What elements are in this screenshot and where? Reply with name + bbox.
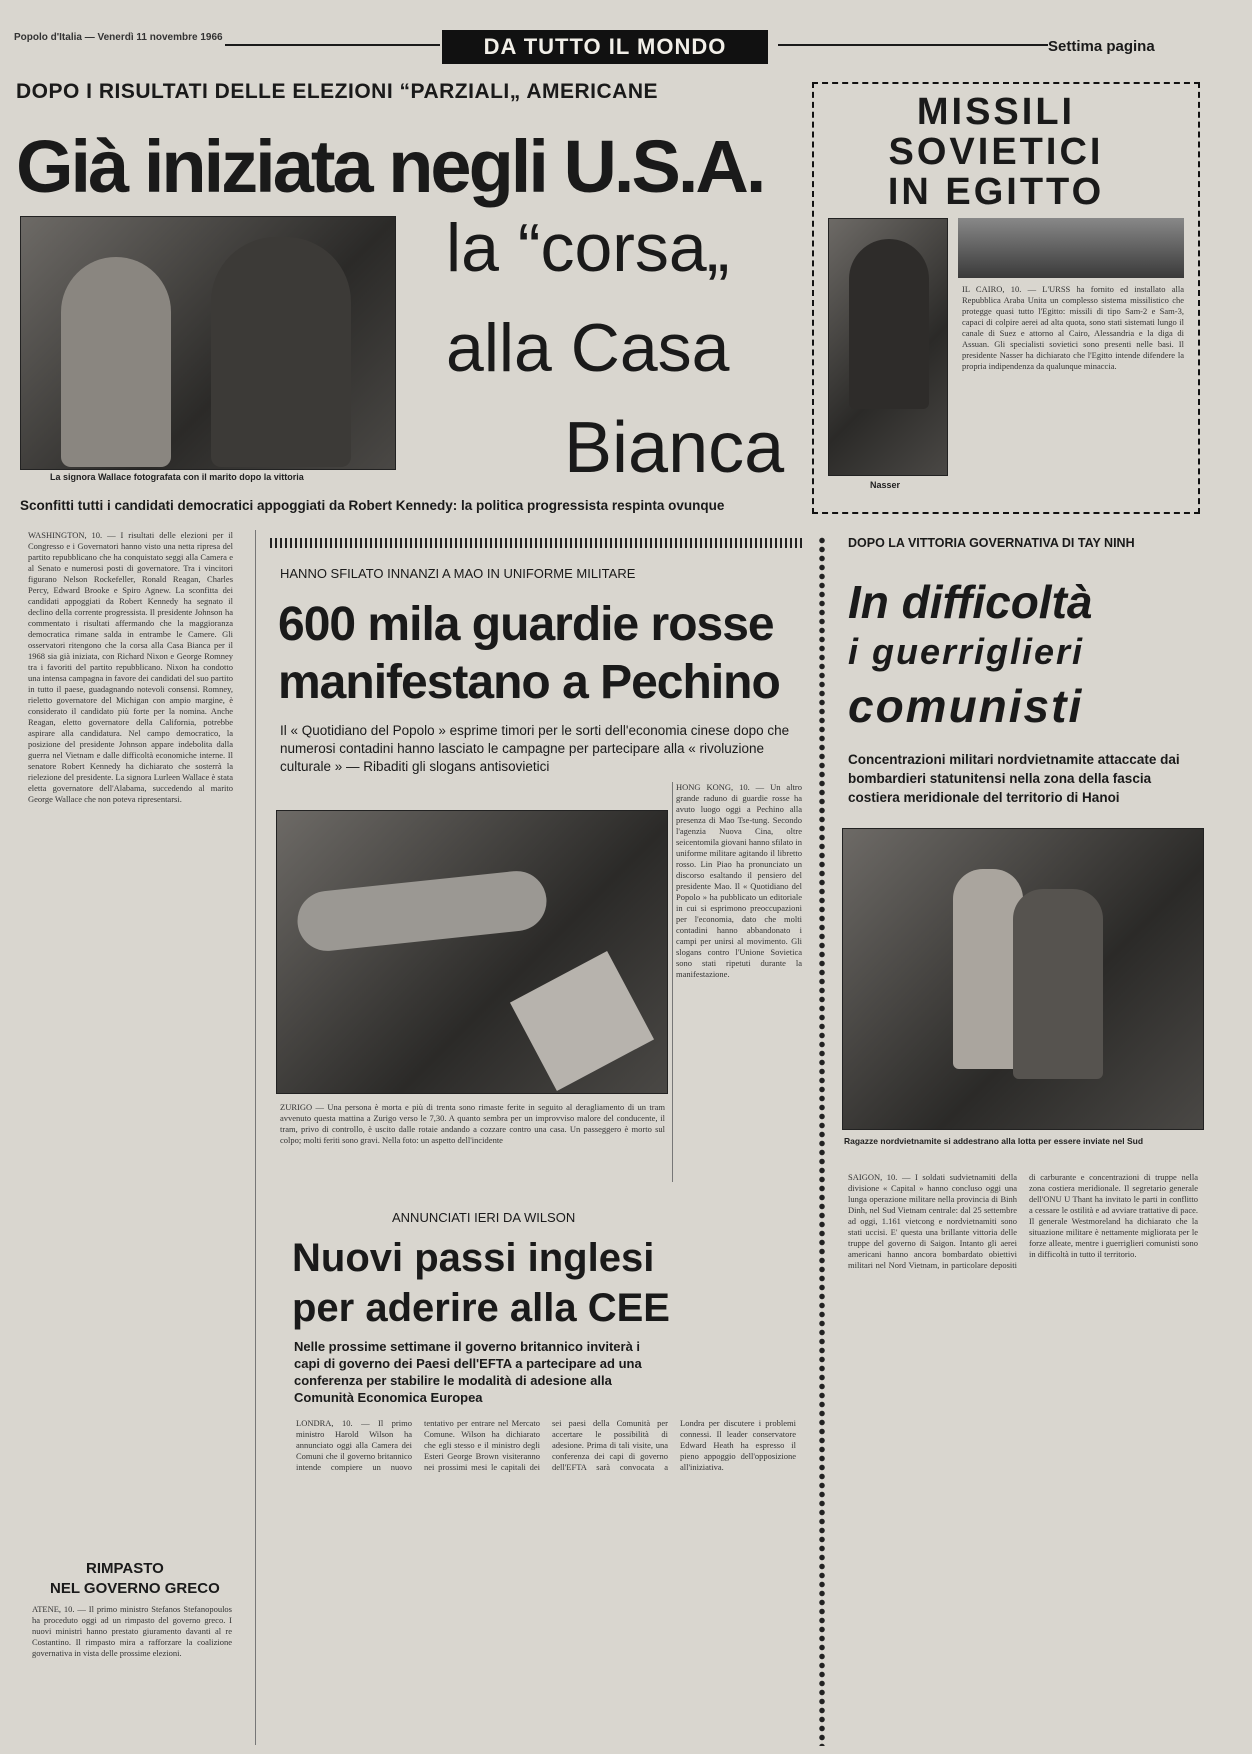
usa-headline-line4: Bianca — [564, 408, 785, 488]
missili-headline-1: MISSILI — [916, 91, 1076, 133]
cee-body: LONDRA, 10. — Il primo ministro Harold Wilson ha annunciato oggi alla Camera dei Comuni che il governo britannico intende compiere un nuovo tentativo per entrare nel Mercato Comune. Wilson ha dichiarato che egli stesso e il ministro degli Esteri George Brown visiteranno nei prossimi mesi le capitali dei sei paesi della Comunità per accertare le possibilità di adesione. Prima di tali visite, una conferenza dei capi di governo dell'EFTA sarà convocata a Londra per discutere i problemi connessi. Il leader conservatore Edward Heath ha espresso il pieno appoggio dell'opposizione all'iniziativa. — [296, 1418, 796, 1472]
vietnam-headline-1: In difficoltà — [848, 576, 1093, 628]
masthead-right: Settima pagina — [1048, 38, 1155, 55]
column-rule-2 — [672, 782, 673, 1182]
cee-headline-1: Nuovi passi inglesi — [292, 1236, 655, 1280]
nasser-photo — [828, 218, 948, 476]
usa-subhead: Sconfitti tutti i candidati democratici appoggiati da Robert Kennedy: la politica progressista respinta ovunque — [20, 498, 725, 513]
vietnam-kicker: DOPO LA VITTORIA GOVERNATIVA DI TAY NINH — [848, 536, 1135, 550]
cee-kicker: ANNUNCIATI IERI DA WILSON — [392, 1210, 576, 1225]
cina-headline-1: 600 mila guardie rosse — [278, 598, 774, 651]
usa-body: WASHINGTON, 10. — I risultati delle elezioni per il Congresso e i Governatori hanno visto una netta ripresa del partito repubblicano che ha conquistato seggi alla Camera e al Senato e numerosi posti di governatore. Tra i vincitori figurano Nelson Rockefeller, Ronald Reagan, Charles Percy, Edward Brooke e Spiro Agnew. La sconfitta dei candidati appoggiati da Robert Kennedy ha segnato il declino della corrente progressista. Il presidente Johnson ha commentato i risultati affermando che la maggioranza democratica rimane salda in entrambe le Camere. Gli osservatori ritengono che la corsa alla Casa Bianca per il 1968 sia già iniziata, con Richard Nixon e George Romney tra i favoriti del partito repubblicano. Nixon ha condotto una intensa campagna in favore dei candidati del suo partito in tutto il paese, guadagnando notevoli consensi. Romney, rieletto governatore del Michigan con ampio margine, è considerato il candidato più forte per la nomina. Anche Reagan, eletto governatore della California, potrebbe aspirare alla candidatura. Nel campo democratico, la posizione del presidente Johnson appare indebolita dalla guerra nel Vietnam e dalle difficoltà economiche interne. Il senatore Robert Kennedy ha dichiarato che sosterrà la rielezione del presidente. La signora Lurleen Wallace è stata eletta governatore dell'Alabama, succedendo al marito George Wallace che non poteva ripresentarsi. — [28, 530, 233, 804]
grecia-headline-2: NEL GOVERNO GRECO — [50, 1580, 220, 1597]
vietnam-headline-3: comunisti — [848, 680, 1084, 732]
vietnam-photo-caption: Ragazze nordvietnamite si addestrano alla lotta per essere inviate nel Sud — [844, 1136, 1144, 1146]
usa-headline-line2: la “corsa„ — [446, 210, 730, 286]
usa-kicker: DOPO I RISULTATI DELLE ELEZIONI “PARZIALI„ AMERICANE — [16, 80, 658, 103]
usa-headline-line3: alla Casa — [446, 310, 730, 386]
masthead-rule-left — [225, 44, 440, 46]
cina-kicker: HANNO SFILATO INNANZI A MAO IN UNIFORME MILITARE — [280, 566, 636, 581]
usa-photo-caption: La signora Wallace fotografata con il marito dopo la vittoria — [50, 472, 304, 482]
masthead-left: Popolo d'Italia — Venerdì 11 novembre 1966 — [14, 32, 223, 43]
vietnam-deck: Concentrazioni militari nordvietnamite attaccate dai bombardieri statunitensi nella zona della fascia costiera meridionale del territorio di Hanoi — [848, 752, 1180, 805]
vietnam-dotted-rule — [818, 536, 828, 1746]
vietnam-body: SAIGON, 10. — I soldati sudvietnamiti della divisione « Capital » hanno concluso oggi una lunga operazione militare nella provincia di Binh Dinh, nel Sud Vietnam centrale: dal 25 settembre ad oggi, 1.161 vietcong e nordvietnamiti sono stati uccisi. E' questa una brillante vittoria delle truppe del governo di Saigon. Intanto gli aerei americani hanno ancora bombardato obiettivi militari nel Nord Vietnam, in particolare depositi di carburante e concentrazioni di truppe nella zona costiera meridionale. Il segretario generale dell'ONU U Thant ha invitato le parti in conflitto a cessare le ostilità e ad avviare trattative di pace. Il generale Westmoreland ha dichiarato che la situazione militare è nettamente migliorata per le forze alleate, mentre i guerriglieri comunisti sono in difficoltà in tutto il territorio. — [848, 1172, 1198, 1270]
vietnam-photo — [842, 828, 1204, 1130]
cina-deck: Il « Quotidiano del Popolo » esprime timori per le sorti dell'economia cinese dopo che numerosi contadini hanno lasciato le campagne per partecipare alla « rivoluzione culturale » — Ribaditi gli slogans antisovietici — [280, 723, 790, 774]
grecia-body: ATENE, 10. — Il primo ministro Stefanos Stefanopoulos ha proceduto oggi ad un rimpasto del governo greco. I nuovi ministri hanno prestato giuramento davanti al re Costantino. Il rimpasto mira a rafforzare la coalizione governativa in vista delle prossime elezioni. — [32, 1604, 232, 1658]
cina-headline-2: manifestano a Pechino — [278, 656, 780, 709]
nasser-caption: Nasser — [870, 480, 901, 490]
cee-headline-2: per aderire alla CEE — [292, 1286, 670, 1330]
missili-body: IL CAIRO, 10. — L'URSS ha fornito ed installato alla Repubblica Araba Unita un complesso sistema missilistico che protegge quasi tutto l'Egitto: missili di tipo Sam-2 e Sam-3, capaci di colpire aerei ad alta quota, sono stati sistemati lungo il canale di Suez e attorno al Cairo, Alessandria e la diga di Assuan. Gli specialisti sovietici sono presenti nelle basi. Il presidente Nasser ha dichiarato che l'Egitto intende difendere la propria indipendenza da qualunque minaccia. — [962, 284, 1184, 371]
cina-rule-top — [270, 538, 804, 548]
photo-tram — [295, 868, 550, 954]
photo-fighter-2 — [1013, 889, 1103, 1079]
missili-headline-3: IN EGITTO — [887, 171, 1105, 213]
photo-tram-2 — [510, 951, 654, 1091]
usa-photo-wallace — [20, 216, 396, 470]
usa-headline-main: Già iniziata negli U.S.A. — [16, 125, 764, 208]
vietnam-headline-2: i guerriglieri — [848, 631, 1085, 672]
zurigo-photo — [276, 810, 668, 1094]
grecia-headline-1: RIMPASTO — [86, 1560, 164, 1577]
masthead-rule-right — [778, 44, 1048, 46]
zurigo-caption: ZURIGO — Una persona è morta e più di trenta sono rimaste ferite in seguito al deragliamento di un tram avvenuto questa mattina a Zurigo verso le 7,30. A quanto sembra per un improvviso malore del conducente, il tram, privo di controllo, è uscito dalle rotaie andando a cozzare contro una casa. Un passeggero è morto sul colpo; molti feriti sono gravi. Nella foto: un aspetto dell'incidente — [280, 1102, 665, 1145]
missili-dark-strip — [958, 218, 1184, 278]
photo-figure-woman — [61, 257, 171, 467]
photo-figure-man — [211, 237, 351, 467]
cee-deck: Nelle prossime settimane il governo britannico inviterà i capi di governo dei Paesi dell'EFTA a partecipare ad una conferenza per stabilire le modalità di adesione alla Comunità Economica Europea — [294, 1339, 642, 1405]
section-banner: DA TUTTO IL MONDO — [442, 30, 768, 64]
column-rule-1 — [255, 530, 256, 1745]
cina-body: HONG KONG, 10. — Un altro grande raduno di guardie rosse ha avuto luogo oggi a Pechino alla presenza di Mao Tse-tung. Secondo l'agenzia Nuova Cina, oltre seicentomila giovani hanno sfilato in uniforme militare agitando il libretto rosso. Lin Piao ha pronunciato un discorso esaltando il pensiero del presidente Mao. Il « Quotidiano del Popolo » ha pubblicato un editoriale in cui si esprimono preoccupazioni per l'economia, dato che molti contadini hanno abbandonato i campi per unirsi al movimento. Gli slogans contro l'Unione Sovietica sono stati ripetuti durante la manifestazione. — [676, 782, 802, 979]
photo-figure-nasser — [849, 239, 929, 409]
missili-headline-2: SOVIETICI — [888, 131, 1104, 173]
